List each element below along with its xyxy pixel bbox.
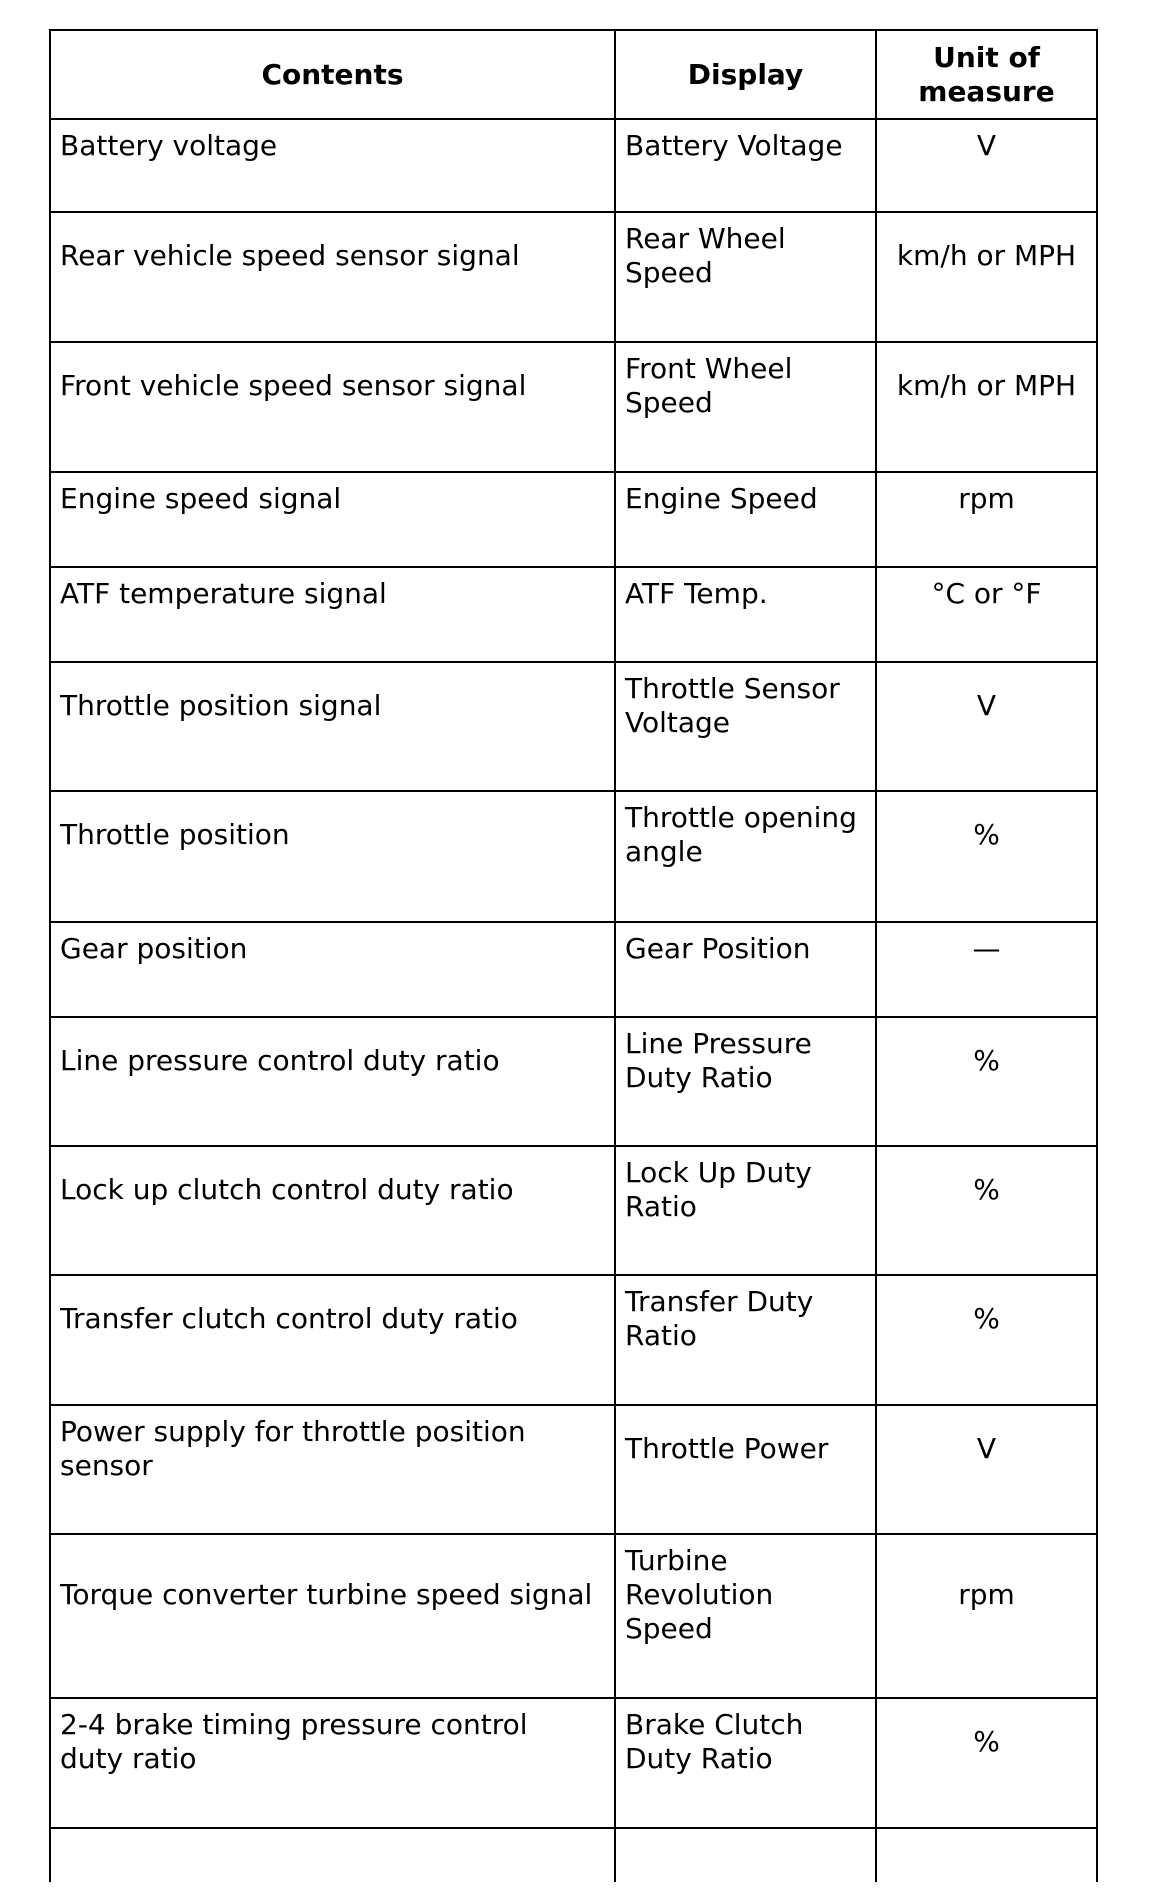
cell-display: Throttle Power (615, 1405, 876, 1534)
cell-contents: Lock up clutch control duty ratio (50, 1146, 615, 1275)
table-row (50, 922, 1097, 1017)
cell-unit: — (876, 922, 1097, 1017)
table-row (50, 1534, 1097, 1698)
table-row (50, 791, 1097, 922)
cell-display: Engine Speed (615, 472, 876, 567)
table-row (50, 1698, 1097, 1828)
table-row (50, 1275, 1097, 1405)
cell-display: Turbine Revolution Speed (615, 1534, 876, 1698)
cell-unit: rpm (876, 472, 1097, 567)
diagnostic-data-table (49, 29, 1098, 1882)
cell-contents: Power supply for throttle position sensor (50, 1405, 615, 1534)
cell-display: Brake Clutch Duty Ratio (615, 1698, 876, 1828)
table-row (50, 1828, 1097, 1882)
table-header-row (50, 30, 1097, 119)
cell-unit: % (876, 1698, 1097, 1828)
table-row (50, 212, 1097, 342)
cell-contents (50, 1828, 615, 1882)
cell-unit: V (876, 119, 1097, 212)
cell-display: Lock Up Duty Ratio (615, 1146, 876, 1275)
cell-display: Transfer Duty Ratio (615, 1275, 876, 1405)
table-row (50, 662, 1097, 791)
cell-unit: V (876, 1405, 1097, 1534)
cell-contents: 2-4 brake timing pressure control duty ratio (50, 1698, 615, 1828)
cell-display: Rear Wheel Speed (615, 212, 876, 342)
table-row (50, 1405, 1097, 1534)
cell-unit: km/h or MPH (876, 342, 1097, 472)
cell-contents: Gear position (50, 922, 615, 1017)
cell-display: Line Pressure Duty Ratio (615, 1017, 876, 1146)
cell-display: Gear Position (615, 922, 876, 1017)
cell-unit: km/h or MPH (876, 212, 1097, 342)
cell-display: Throttle opening angle (615, 791, 876, 922)
table-row (50, 567, 1097, 662)
cell-display: Front Wheel Speed (615, 342, 876, 472)
header-display: Display (615, 30, 876, 119)
cell-unit: % (876, 1146, 1097, 1275)
cell-display: Throttle Sensor Voltage (615, 662, 876, 791)
cell-contents: Line pressure control duty ratio (50, 1017, 615, 1146)
table-row (50, 119, 1097, 212)
cell-contents: Throttle position signal (50, 662, 615, 791)
cell-unit: % (876, 1275, 1097, 1405)
cell-display: Battery Voltage (615, 119, 876, 212)
cell-unit (876, 1828, 1097, 1882)
cell-unit: rpm (876, 1534, 1097, 1698)
table-row (50, 1146, 1097, 1275)
cell-contents: Rear vehicle speed sensor signal (50, 212, 615, 342)
table-row (50, 1017, 1097, 1146)
table-row (50, 342, 1097, 472)
cell-contents: Front vehicle speed sensor signal (50, 342, 615, 472)
cell-unit: V (876, 662, 1097, 791)
cell-contents: Battery voltage (50, 119, 615, 212)
cell-contents: Engine speed signal (50, 472, 615, 567)
table-row (50, 472, 1097, 567)
cell-contents: Transfer clutch control duty ratio (50, 1275, 615, 1405)
cell-unit: °C or °F (876, 567, 1097, 662)
cell-display: ATF Temp. (615, 567, 876, 662)
cell-contents: Torque converter turbine speed signal (50, 1534, 615, 1698)
header-unit: Unit of measure (876, 30, 1097, 119)
cell-contents: ATF temperature signal (50, 567, 615, 662)
cell-display (615, 1828, 876, 1882)
cell-unit: % (876, 1017, 1097, 1146)
header-contents: Contents (50, 30, 615, 119)
cell-unit: % (876, 791, 1097, 922)
cell-contents: Throttle position (50, 791, 615, 922)
